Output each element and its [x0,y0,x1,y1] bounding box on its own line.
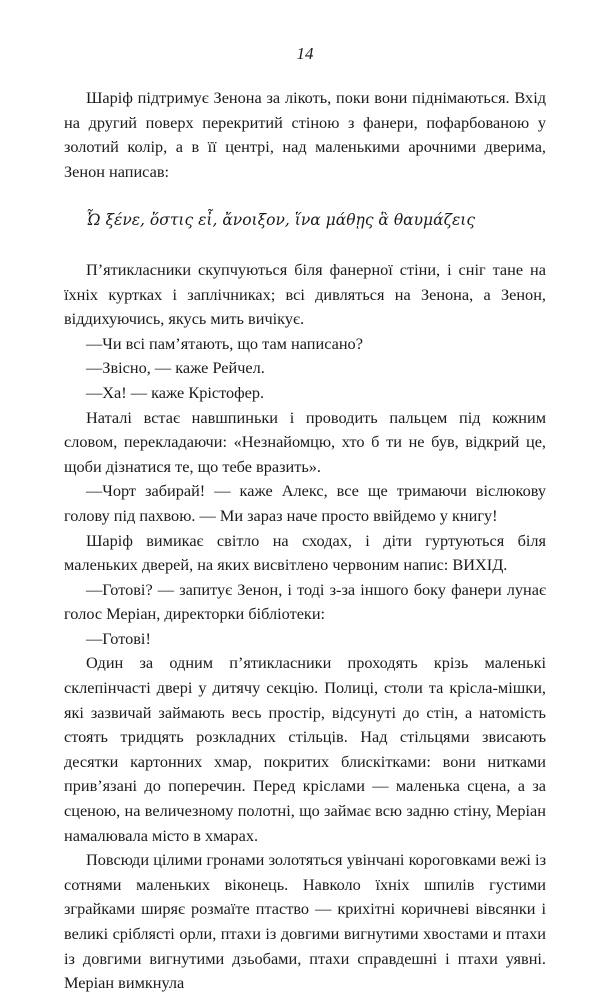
paragraph-cloud-city: Повсюди цілими гронами золотяться увінчані короговками вежі із сотнями маленьких віконець. Навколо їхніх шпилів густими зграйками ширяє розмаїте птаство — крихітні коричневі вівсянки і великі сріблясті орли, птахи із довгими вигнутими хвостами и птахи із довгими вигнутими дзьобами, птахи справдешні і птахи уявні. Меріан вимкнула [64,850,546,993]
dialogue-line: —Чи всі пам’ятають, що там написано? [86,333,363,353]
page-number: 14 [296,44,314,63]
dialogue-line: —Готові? — запитує Зенон, і тоді з-за іншого боку фанери лунає голос Меріан, директорки бібліотеки: [64,579,546,624]
book-page [64,0,546,993]
paragraph-natalie: Наталі встає навшпиньки і проводить пальцем під кожним словом, перекладаючи: «Незнайомцю, хто б ти не був, відкрий це, щоби дізнатися те, що тебе вразить». [64,407,546,476]
dialogue-line: —Ха! — каже Крістофер. [86,382,265,402]
dialogue-line: —Чорт забирай! — каже Алекс, все ще тримаючи віслюкову голову під пахвою. — Ми зараз наче просто ввійдемо у книгу! [64,481,546,525]
paragraph-intro: Шаріф підтримує Зенона за лікоть, поки вони піднімаються. Вхід на другий поверх перекритий стіною з фанери, пофарбованою у золотий колір, а в її центрі, над маленькими арочними дверима, Зенон написав: [64,88,546,181]
paragraph-childrens-section: Один за одним п’ятикласники проходять крізь маленькі склепінчасті двері у дитячу секцію. Полиці, столи та крісла-мішки, які зазвичай займають весь простір, відсунуті до стін, а натомість стоять тридцять розкладних стільців. Над стільцями звисають десятки картонних хмар, покритих блискітками: вони нитками прив’язані до поперечин. Перед кріслами — маленька сцена, а за сценою, на величезному полотні, що займає всю задню стіну, Меріан намалювала місто в хмарах. [64,653,546,845]
body-text [64,86,546,996]
dialogue-line: —Готові! [86,628,151,648]
greek-inscription: Ὦ ξένε, ὅστις εἶ, ἄνοιξον, ἵνα μάθῃς ἃ θαυμάζεις [86,211,476,230]
dialogue-line: —Звісно, — каже Рейчел. [86,358,265,378]
paragraph-fifth-graders: П’ятикласники скупчуються біля фанерної стіни, і сніг тане на їхніх куртках і заплічниках; всі дивляться на Зенона, а Зенон, віддихуючись, якусь мить вичікує. [64,259,546,329]
paragraph-exit-door: Шаріф вимикає світло на сходах, і діти гуртуються біля маленьких дверей, на яких висвітлено червоним напис: ВИХІД. [64,530,546,575]
